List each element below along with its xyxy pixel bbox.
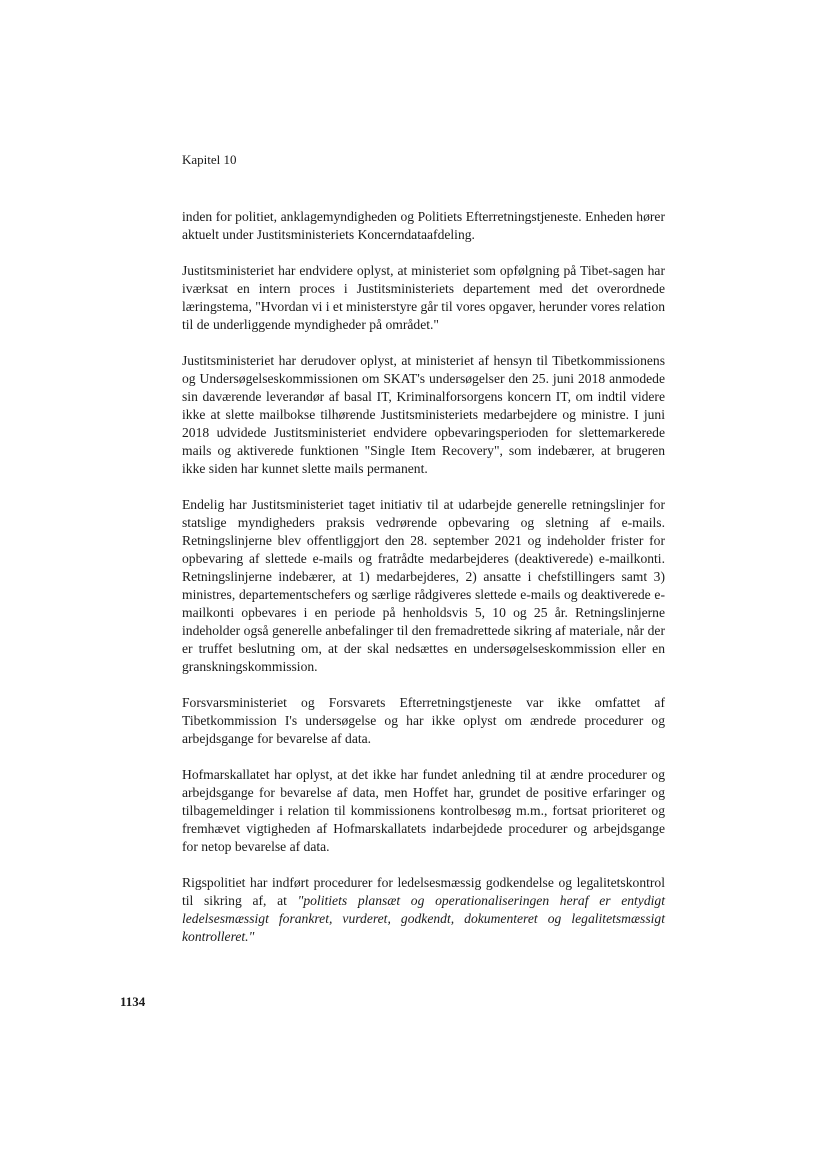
paragraph-2: Justitsministeriet har endvidere oplyst, at ministeriet som opfølgning på Tibet-sagen har iværksat en intern proces i Justitsministeriets departement med det overordnede læringstema, "Hvordan vi i et ministerstyre går til vores opgaver, herunder vores relation til de underliggende myndigheder på området." bbox=[182, 263, 665, 332]
paragraph-4: Endelig har Justitsministeriet taget initiativ til at udarbejde generelle retningslinjer for statslige myndigheders praksis vedrørende opbevaring og sletning af e-mails. Retningslinjerne blev offentliggjort den 28. september 2021 og indeholder frister for opbevaring af slettede e-mails og fratrådte medarbejderes (deaktiverede) e-mailkonti. Retningslinjerne indebærer, at 1) medarbejderes, 2) ansatte i chefstillingers samt 3) ministres, departementschefers og særlige rådgiveres slettede e-mails og deaktiverede e-mailkonti opbevares i en periode på henholdsvis 5, 10 og 25 år. Retningslinjerne indeholder også generelle anbefalinger til den fremadrettede sikring af materiale, når der er truffet beslutning om, at der skal nedsættes en undersøgelseskommission eller en granskningskommission. bbox=[182, 497, 665, 674]
paragraph-1: inden for politiet, anklagemyndigheden og Politiets Efterretningstjeneste. Enheden hører aktuelt under Justitsministeriets Koncerndataafdeling. bbox=[182, 209, 665, 242]
paragraph-6: Hofmarskallatet har oplyst, at det ikke har fundet anledning til at ændre procedurer og arbejdsgange for bevarelse af data, men Hoffet har, grundet de positive erfaringer og tilbagemeldinger i relation til kommissionens kontrolbesøg m.m., fortsat prioriteret og fremhævet vigtigheden af Hofmarskallatets indarbejdede procedurer og arbejdsgange for netop bevarelse af data. bbox=[182, 767, 665, 854]
paragraph-5: Forsvarsministeriet og Forsvarets Efterretningstjeneste var ikke omfattet af Tibetkommission I's undersøgelse og har ikke oplyst om ændrede procedurer og arbejdsgange for bevarelse af data. bbox=[182, 695, 665, 746]
page-number: 1134 bbox=[120, 994, 146, 1009]
paragraph-7-quote: "politiets plansæt og operationaliseringen heraf er entydigt ledelsesmæssigt forankret, vurderet, godkendt, dokumenteret og legalitetsmæssigt kontrolleret." bbox=[182, 893, 665, 944]
paragraph-7 bbox=[182, 874, 665, 946]
body-text bbox=[182, 208, 665, 964]
paragraph-3: Justitsministeriet har derudover oplyst, at ministeriet af hensyn til Tibetkommissionens og Undersøgelseskommissionen om SKAT's undersøgelser den 25. juni 2018 anmodede sin daværende leverandør af basal IT, Kriminalforsorgens koncern IT, om indtil videre ikke at slette mailbokse tilhørende Justitsministeriets medarbejdere og ministre. I juni 2018 udvidede Justitsministeriet endvidere opbevaringsperioden for slettemarkerede mails og aktiverede funktionen "Single Item Recovery", som indebærer, at brugeren ikke siden har kunnet slette mails permanent. bbox=[182, 353, 665, 476]
chapter-header: Kapitel 10 bbox=[182, 152, 237, 167]
paragraph-7-text: Rigspolitiet har indført procedurer for ledelsesmæssig godkendelse og legalitetskontrol til sikring af, at bbox=[182, 875, 665, 908]
